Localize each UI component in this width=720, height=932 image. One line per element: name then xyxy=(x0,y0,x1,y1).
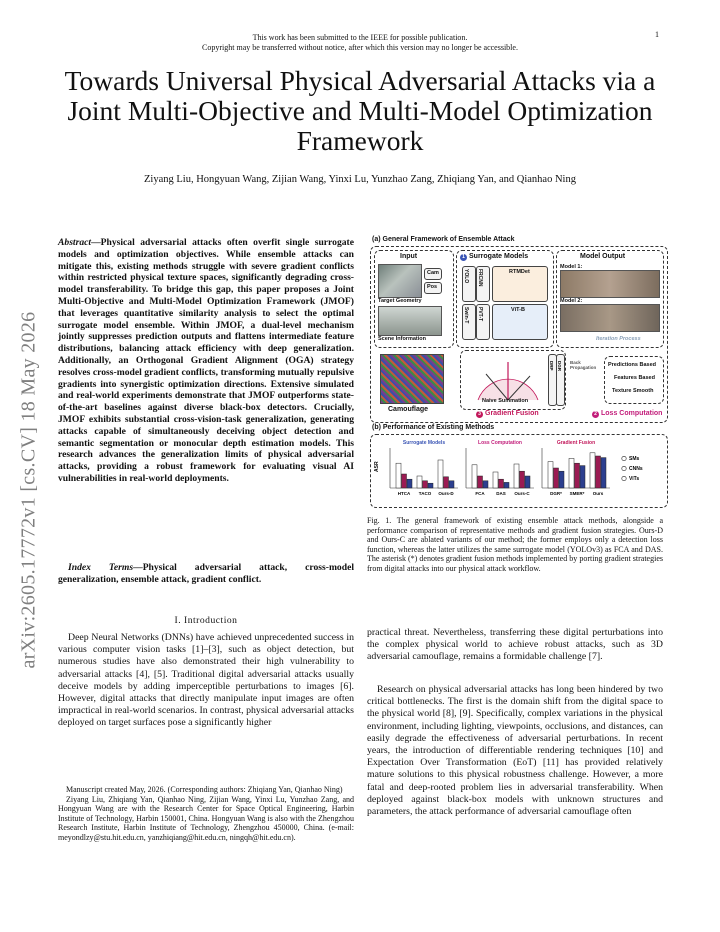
tick-label: Ours xyxy=(592,491,604,496)
yolo-box: YOLO xyxy=(462,266,476,302)
abstract xyxy=(58,237,354,485)
tick-label: Ours-C xyxy=(514,491,530,496)
vehicle-image xyxy=(378,264,422,298)
legend-label: ViTs xyxy=(629,476,640,482)
scene-information-label: Scene Information xyxy=(378,336,426,342)
panel-b-title: (b) Performance of Existing Methods xyxy=(372,424,495,431)
bar-sms xyxy=(493,472,498,488)
bar-cnns xyxy=(575,463,580,488)
intro-paragraph-1: Deep Neural Networks (DNNs) have achieved unprecedented success in various computer vision tasks [1]–[3], such as object detection, but numerous studies have also demonstrated their high vulnerability to adversarial attacks [4], [5]. Traditional digital adversarial attacks usually deceive models by adding imperceptible perturbations to images [6]. However, digital attacks that directly manipulate input images are often impractical in real-world scenarios. In contrast, physical adversarial attacks deployed on target surfaces pose a significantly higher xyxy=(58,632,354,729)
copyright-notice: Copyright may be transferred without notice, after which this version may no longer be accessible. xyxy=(202,43,518,52)
dgr-box: DGR xyxy=(556,354,565,406)
swin-box: Swin-T xyxy=(462,304,476,340)
texture-smooth-label: Texture Smooth xyxy=(612,388,654,394)
model1-output-image xyxy=(560,270,660,298)
model-output-label: Model Output xyxy=(580,253,626,260)
legend-label: CNNs xyxy=(629,466,643,472)
bar-vits xyxy=(580,466,585,488)
naive-summation-label: Naive Summation xyxy=(482,398,529,404)
y-axis-label: ASR xyxy=(374,461,380,472)
bar-sms xyxy=(548,462,553,488)
bar-cnns xyxy=(554,468,559,488)
bar-sms xyxy=(417,476,422,488)
back-propagation-label: Back Propagation xyxy=(570,360,597,370)
cam-box: Cam xyxy=(424,268,442,280)
tick-label: DAS xyxy=(496,491,506,496)
index-terms-text: —Physical adversarial attack, cross-model generalization, ensemble attack, gradient conflict. xyxy=(58,562,354,585)
bar-cnns xyxy=(423,481,428,488)
bar-vits xyxy=(428,483,433,488)
drp-box: DRP xyxy=(548,354,557,406)
bar-vits xyxy=(483,481,488,488)
bar-cnns xyxy=(402,474,407,488)
scene-image xyxy=(378,306,442,336)
model2-output-image xyxy=(560,304,660,332)
bar-cnns xyxy=(444,477,449,488)
rtmdet-box: RTMDet xyxy=(492,266,548,302)
frcnn-box: FRCNN xyxy=(476,266,490,302)
gradient-vectors-icon xyxy=(468,354,548,404)
group-title: Gradient Fusion xyxy=(556,440,596,446)
arxiv-stamp: arXiv:2605.17772v1 [cs.CV] 18 May 2026 xyxy=(17,311,40,669)
features-based-label: Features Based xyxy=(614,375,655,381)
abstract-text: —Physical adversarial attacks often overfit single surrogate models and optimization objectives. While ensemble attacks can mitigate this, existing methods struggle with severe gradient conflicts within restricted physical texture spaces, significantly degrading cross-model transferability. To bridge this gap, this paper proposes a Joint Multi-Objective and Multi-Model Optimization Framework (JMOF) that leverages quantitative similarity analysis to select the optimal surrogate model ensemble. Within JMOF, a dual-level mechanism jointly suppresses prediction outputs and flattens intermediate feature distributions, balancing attack efficiency with deep generalization. Additionally, an Orthogonal Gradient Alignment (OGA) strategy resolves cross-model gradient conflicts, transforming mutually repulsive gradients into synergistic optimization directions. Extensive simulated and real-world experiments demonstrate that JMOF outperforms state-of-the-art baselines against diverse black-box detectors. Crucially, JMOF exhibits substantial cross-vision-task generalization, generating attacks capable of simultaneously deceiving object detection and semantic segmentation or monocular depth estimation models. This research advances the generalization limits of physical adversarial attacks, providing a robust framework for evaluating visual AI vulnerabilities in real-world deployments. xyxy=(58,237,354,484)
pos-box: Pos xyxy=(424,282,442,294)
submission-notice: This work has been submitted to the IEEE for possible publication. xyxy=(252,33,468,42)
input-label: Input xyxy=(400,253,418,260)
model1-label: Model 1: xyxy=(560,264,583,270)
footnote xyxy=(58,785,354,843)
bar-sms xyxy=(514,464,519,488)
legend-marker xyxy=(622,466,626,470)
page-number: 1 xyxy=(655,30,659,39)
gradient-fusion-label: 3 Gradient Fusion xyxy=(476,410,539,418)
bar-cnns xyxy=(596,456,601,488)
vit-box: ViT-B xyxy=(492,304,548,340)
section-heading: I. Introduction xyxy=(174,615,238,626)
intro-right-paragraph-1: practical threat. Nevertheless, transferring these digital perturbations into the complex physical world to achieve robust attacks, such as 3D adversarial camouflage, remains a formidable challenge [7]. xyxy=(367,627,663,663)
bar-vits xyxy=(525,476,530,488)
tick-label: SMER* xyxy=(569,491,585,496)
group-title: Surrogate Models xyxy=(402,440,446,446)
footnote-manuscript: Manuscript created May, 2026. (Corresponding authors: Zhiqiang Yan, Qianhao Ning) xyxy=(66,785,343,794)
group-title: Loss Computation xyxy=(478,440,522,446)
bar-vits xyxy=(407,479,412,488)
bar-sms xyxy=(569,458,574,488)
legend-marker xyxy=(622,476,626,480)
bar-vits xyxy=(449,481,454,488)
surrogate-label: 1 Surrogate Models xyxy=(460,253,528,261)
index-terms-label: Index Terms xyxy=(68,562,134,573)
tick-label: DGR* xyxy=(550,491,562,496)
bar-cnns xyxy=(520,471,525,488)
bar-cnns xyxy=(499,479,504,488)
intro-right-paragraph-2: Research on physical adversarial attacks has long been hindered by two critical bottlenecks. The first is the domain shift from the digital space to the physical world [8], [9]. Specifically, complex variations in the physical environment, including lighting, viewpoints, occlusions, and distances, can easily degrade the effectiveness of adversarial perturbations. In recent years, the introduction of differentiable rendering techniques [10] and Expectation Over Transformation (EoT) [11] has provided relatively mature solutions to this physical robustness challenge. However, a more fatal and deep-rooted problem lies in adversarial transferability. When deployed against black-box models with unknown structures and parameters, the attack performance of adversarial camouflage often xyxy=(367,684,663,818)
performance-chart xyxy=(374,436,664,504)
legend-marker xyxy=(622,456,626,460)
figure-1 xyxy=(370,232,670,508)
loss-computation-label: 2 Loss Computation xyxy=(592,410,662,418)
camouflage-label: Camouflage xyxy=(388,406,429,413)
panel-a-title: (a) General Framework of Ensemble Attack xyxy=(372,236,515,243)
footnote-affiliations: Ziyang Liu, Zhiqiang Yan, Qianhao Ning, Zijian Wang, Yinxi Lu, Yunzhao Zang, and Hongyuan Wang are with the Research Center for Space Optical Engineering, Harbin Institute of Technology, Harbin 150001, China. Hongyuan Wang is also with the Zhengzhou Research Institute, Harbin Institute of Technology, Zhengzhou 450000, China. (e-mail: meyondlzy@stu.hit.edu.cn, yanzhiqiang@hit.edu.cn, ningqh@hit.edu.cn). xyxy=(58,794,354,842)
bar-cnns xyxy=(478,476,483,488)
bar-vits xyxy=(559,471,564,488)
tick-label: FCA xyxy=(475,491,485,496)
pvt-box: PVT-T xyxy=(476,304,490,340)
tick-label: Ours-D xyxy=(438,491,454,496)
index-terms xyxy=(58,562,354,586)
abstract-label: Abstract xyxy=(58,237,92,248)
bar-sms xyxy=(438,460,443,488)
paper-title: Towards Universal Physical Adversarial Attacks via a Joint Multi-Objective and Multi-Model Optimization Framework xyxy=(64,65,656,156)
iteration-label: Iteration Process xyxy=(596,336,641,342)
target-geometry-label: Target Geometry xyxy=(378,298,422,304)
author-list: Ziyang Liu, Hongyuan Wang, Zijian Wang, Yinxi Lu, Yunzhao Zang, Zhiqiang Yan, and Qianhao Ning xyxy=(144,174,576,185)
predictions-based-label: Predictions Based xyxy=(608,362,656,368)
camouflage-texture xyxy=(380,354,444,404)
model2-label: Model 2: xyxy=(560,298,583,304)
bar-sms xyxy=(396,463,401,488)
bar-vits xyxy=(504,482,509,488)
legend-label: SMs xyxy=(629,456,640,462)
bar-vits xyxy=(601,458,606,488)
figure-caption: Fig. 1. The general framework of existing ensemble attack methods, alongside a performance comparison of representative methods and gradient fusion strategies. Ours-D and Ours-C are ablated variants of our method; the former employs only a detection loss function, whereas the latter utilizes the same surrogate model (YOLOv3) as FCA and DAS. The asterisk (*) denotes gradient fusion methods implemented by porting gradient strategies from digital attacks into our physical attack workflow. xyxy=(367,516,663,573)
tick-label: TACO xyxy=(418,491,432,496)
bar-sms xyxy=(590,453,595,488)
tick-label: HTCA xyxy=(397,491,411,496)
bar-sms xyxy=(472,465,477,488)
